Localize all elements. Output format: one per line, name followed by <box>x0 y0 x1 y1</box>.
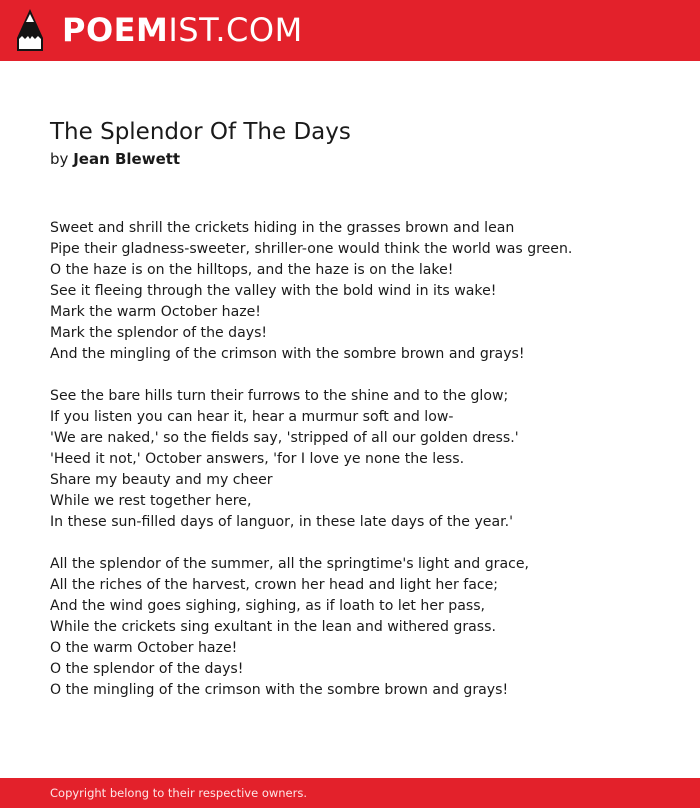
stanza <box>50 218 670 365</box>
poem-line: O the splendor of the days! <box>50 661 244 677</box>
poem-line: In these sun-filled days of languor, in these late days of the year.' <box>50 514 513 530</box>
poem-line: O the haze is on the hilltops, and the haze is on the lake! <box>50 262 454 278</box>
poem-line: Pipe their gladness-sweeter, shriller-one would think the world was green. <box>50 241 573 257</box>
logo-text-bold: POEM <box>62 11 169 49</box>
poem-line: Mark the splendor of the days! <box>50 325 268 341</box>
copyright-text: Copyright belong to their respective owners. <box>50 786 308 800</box>
poem-line: All the riches of the harvest, crown her head and light her face; <box>50 577 499 593</box>
site-logo[interactable] <box>62 12 303 48</box>
poem-line: Mark the warm October haze! <box>50 304 261 320</box>
poem-body <box>50 218 670 722</box>
poem-line: If you listen you can hear it, hear a murmur soft and low- <box>50 409 454 425</box>
poem-line: See the bare hills turn their furrows to the shine and to the glow; <box>50 388 509 404</box>
poem-line: All the splendor of the summer, all the springtime's light and grace, <box>50 556 530 572</box>
poem-line: Share my beauty and my cheer <box>50 472 273 488</box>
site-header <box>0 0 700 61</box>
poem-line: While we rest together here, <box>50 493 252 509</box>
stanza <box>50 386 670 533</box>
poem-line: And the wind goes sighing, sighing, as if loath to let her pass, <box>50 598 486 614</box>
poem-line: O the mingling of the crimson with the sombre brown and grays! <box>50 682 509 698</box>
poem-title: The Splendor Of The Days <box>50 119 351 145</box>
poem-line: 'We are naked,' so the fields say, 'stripped of all our golden dress.' <box>50 430 519 446</box>
poem-line: While the crickets sing exultant in the lean and withered grass. <box>50 619 496 635</box>
poem-line: Sweet and shrill the crickets hiding in the grasses brown and lean <box>50 220 515 236</box>
pencil-icon[interactable] <box>17 9 43 51</box>
stanza <box>50 554 670 701</box>
byline <box>50 149 180 169</box>
site-footer <box>0 778 700 808</box>
poem-line: O the warm October haze! <box>50 640 238 656</box>
by-label: by <box>50 150 69 168</box>
poem-line: And the mingling of the crimson with the sombre brown and grays! <box>50 346 525 362</box>
author-name: Jean Blewett <box>73 150 181 168</box>
logo-text-light: IST.COM <box>168 11 303 49</box>
poem-line: 'Heed it not,' October answers, 'for I love ye none the less. <box>50 451 465 467</box>
poem-line: See it fleeing through the valley with the bold wind in its wake! <box>50 283 497 299</box>
